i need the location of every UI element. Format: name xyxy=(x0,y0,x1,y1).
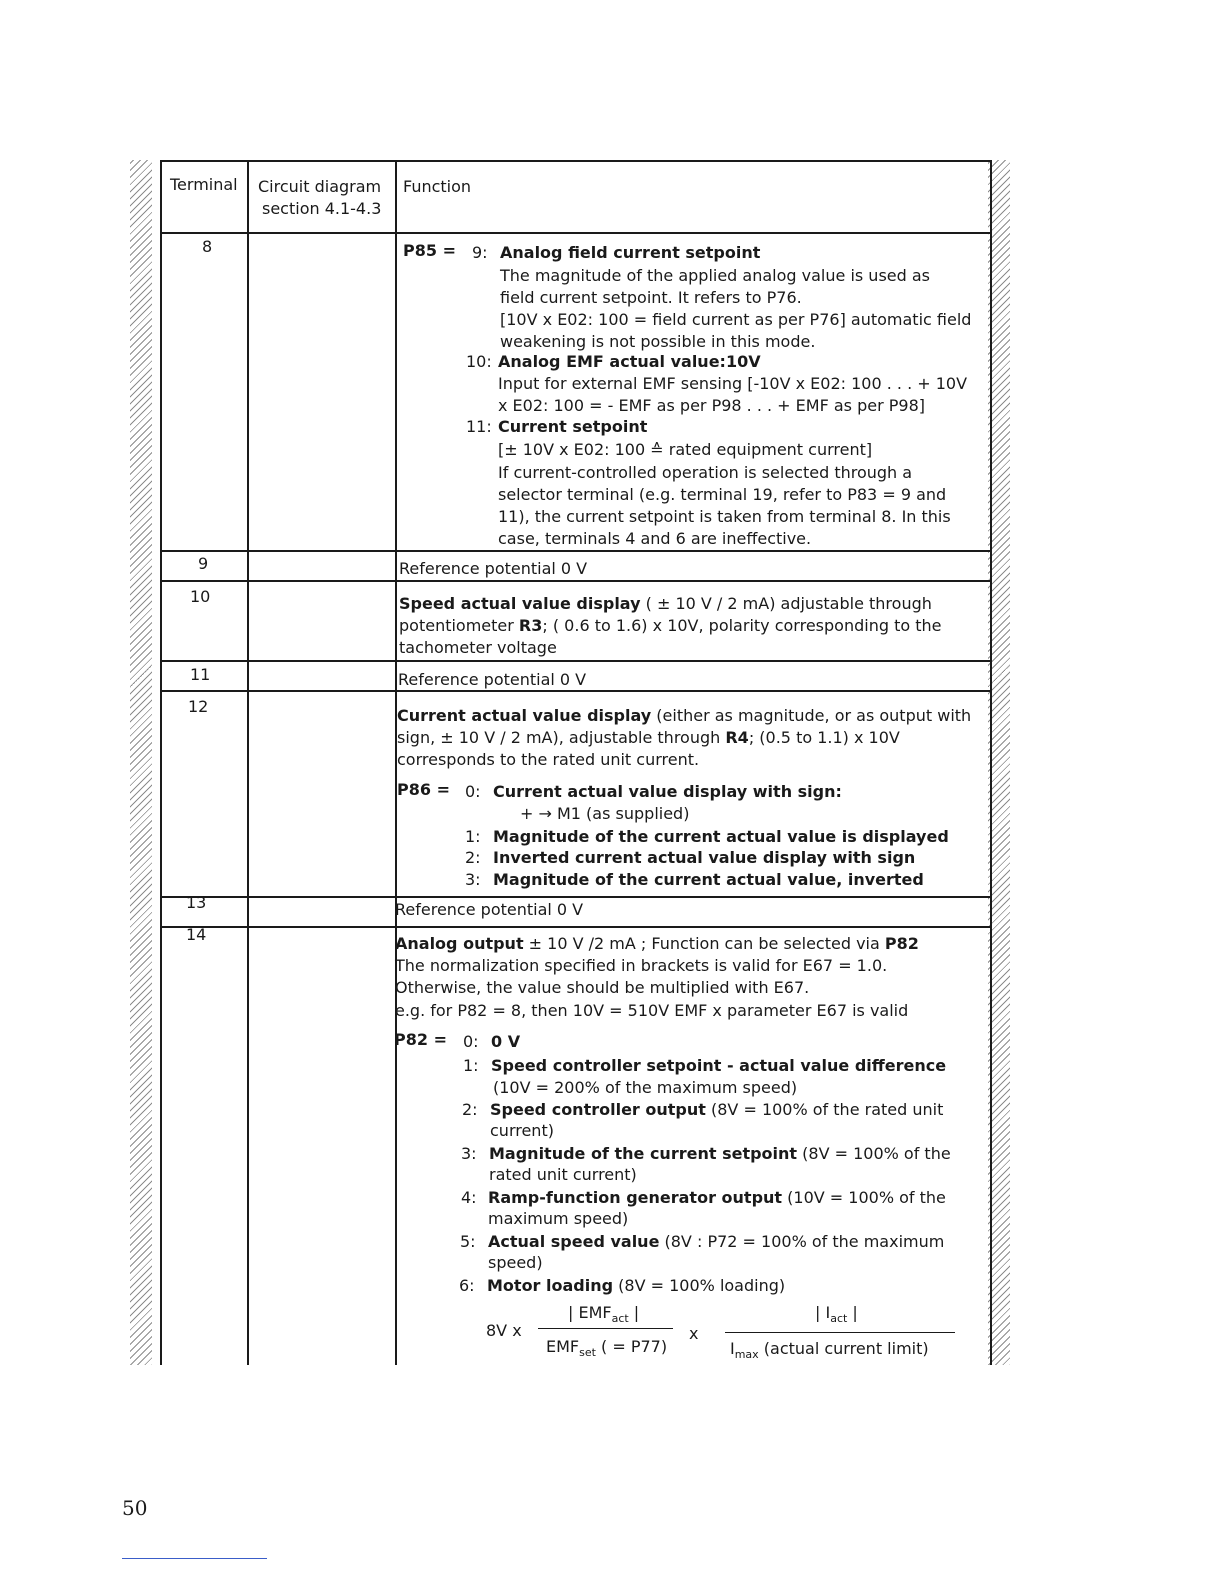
row-separator xyxy=(160,580,992,582)
row-separator xyxy=(160,232,992,234)
formula-text: I xyxy=(730,1339,735,1358)
p82-option-4-num: 4: xyxy=(461,1188,477,1207)
current-display-line2 xyxy=(397,727,900,749)
p82-option-6-text xyxy=(487,1275,785,1297)
left-hatch-border xyxy=(130,160,152,1365)
current-display-text: ; (0.5 to 1.1) x 10V xyxy=(748,728,900,747)
header-circuit-line1: Circuit diagram xyxy=(258,177,382,196)
row-separator xyxy=(160,896,992,898)
p82-option-4-rest: (10V = 100% of the xyxy=(782,1188,946,1207)
p86-option-0-text: Current actual value display with sign: xyxy=(493,782,842,801)
p85-option-9-line: The magnitude of the applied analog value is used as xyxy=(500,266,931,285)
formula-subscript: max xyxy=(734,1348,759,1362)
table-right-border xyxy=(990,160,992,1365)
formula-text: | I xyxy=(815,1303,831,1322)
formula-text: EMF xyxy=(546,1337,580,1356)
formula-denominator-2 xyxy=(730,1338,929,1366)
p82-param: P82 = xyxy=(394,1030,447,1049)
p82-option-1-num: 1: xyxy=(463,1056,479,1075)
row-separator xyxy=(160,660,992,662)
p86-option-1-num: 1: xyxy=(465,827,481,846)
p85-option-10-line: Input for external EMF sensing [-10V x E02: 100 . . . + 10V xyxy=(498,374,968,393)
table-left-border xyxy=(160,160,162,1365)
header-terminal: Terminal xyxy=(170,175,238,194)
analog-output-line1 xyxy=(395,933,919,955)
p85-option-11-line: case, terminals 4 and 6 are ineffective. xyxy=(498,529,812,548)
p85-option-11-line: 11), the current setpoint is taken from terminal 8. In this xyxy=(498,507,951,526)
p82-option-2-title: Speed controller output xyxy=(490,1100,706,1119)
terminal-13: 13 xyxy=(186,893,207,912)
p82-option-2-num: 2: xyxy=(462,1100,478,1119)
footer-rule xyxy=(122,1558,267,1559)
speed-display-text: potentiometer xyxy=(399,616,519,635)
fraction-bar-1 xyxy=(538,1328,673,1329)
analog-output-text: ± 10 V /2 mA ; Function can be selected via xyxy=(523,934,885,953)
row-separator xyxy=(160,550,992,552)
formula-text: ( = P77) xyxy=(595,1337,668,1356)
p82-option-5-num: 5: xyxy=(460,1232,476,1251)
p86-option-2-text: Inverted current actual value display with sign xyxy=(493,848,916,867)
p82-option-4-text xyxy=(488,1187,946,1209)
p82-option-1-text: Speed controller setpoint - actual value difference xyxy=(491,1056,947,1075)
terminal-8: 8 xyxy=(202,237,213,256)
analog-output-line2: The normalization specified in brackets is valid for E67 = 1.0. xyxy=(395,956,888,975)
terminal-12: 12 xyxy=(188,697,209,716)
reference-potential-11: Reference potential 0 V xyxy=(398,670,587,689)
p85-option-9-line: field current setpoint. It refers to P76. xyxy=(500,288,802,307)
current-display-text: sign, ± 10 V / 2 mA), adjustable through xyxy=(397,728,726,747)
p85-option-9-title: Analog field current setpoint xyxy=(500,243,761,262)
p82-option-3-line2: rated unit current) xyxy=(489,1165,637,1184)
formula-denominator-1 xyxy=(546,1336,667,1364)
current-display-line1 xyxy=(397,705,971,727)
page-number: 50 xyxy=(122,1496,148,1520)
p82-option-0-num: 0: xyxy=(463,1032,479,1051)
p82-option-2-rest: (8V = 100% of the rated unit xyxy=(705,1100,944,1119)
p86-option-3-text: Magnitude of the current actual value, inverted xyxy=(493,870,924,889)
p82-option-3-rest: (8V = 100% of the xyxy=(797,1144,951,1163)
p85-option-11-title: Current setpoint xyxy=(498,417,648,436)
p82-option-3-title: Magnitude of the current setpoint xyxy=(489,1144,798,1163)
p86-option-2-num: 2: xyxy=(465,848,481,867)
p82-option-5-text xyxy=(488,1231,944,1253)
p86-option-0-num: 0: xyxy=(465,782,481,801)
p85-option-9-num: 9: xyxy=(472,243,488,262)
p85-option-9-line: [10V x E02: 100 = field current as per P76] automatic field xyxy=(500,310,972,329)
terminal-10: 10 xyxy=(190,587,211,606)
p86-option-1-text: Magnitude of the current actual value is displayed xyxy=(493,827,949,846)
formula-subscript: act xyxy=(830,1312,848,1326)
p85-option-10-num: 10: xyxy=(466,352,492,371)
p82-option-5-title: Actual speed value xyxy=(488,1232,660,1251)
speed-display-text: ( ± 10 V / 2 mA) adjustable through xyxy=(640,594,932,613)
p85-option-11-num: 11: xyxy=(466,417,492,436)
formula-text: (actual current limit) xyxy=(758,1339,929,1358)
row-separator xyxy=(160,926,992,928)
analog-output-line4: e.g. for P82 = 8, then 10V = 510V EMF x parameter E67 is valid xyxy=(395,1001,909,1020)
terminal-14: 14 xyxy=(186,925,207,944)
analog-output-line3: Otherwise, the value should be multiplied with E67. xyxy=(395,978,810,997)
p82-option-3-num: 3: xyxy=(461,1144,477,1163)
analog-output-title: Analog output xyxy=(395,934,524,953)
p82-option-6-title: Motor loading xyxy=(487,1276,614,1295)
p86-option-3-num: 3: xyxy=(465,870,481,889)
formula-text: | EMF xyxy=(568,1303,612,1322)
reference-potential-13: Reference potential 0 V xyxy=(395,900,584,919)
p82-option-3-text xyxy=(489,1143,951,1165)
p82-option-2-text xyxy=(490,1099,943,1121)
p82-option-1-line2: (10V = 200% of the maximum speed) xyxy=(493,1078,798,1097)
speed-display-text: ; ( 0.6 to 1.6) x 10V, polarity corresponding to the xyxy=(542,616,942,635)
p82-option-0-text: 0 V xyxy=(491,1032,521,1051)
p82-option-6-rest: (8V = 100% loading) xyxy=(613,1276,786,1295)
speed-display-line2 xyxy=(399,615,941,637)
p82-option-5-rest: (8V : P72 = 100% of the maximum xyxy=(659,1232,945,1251)
p85-option-9-line: weakening is not possible in this mode. xyxy=(500,332,816,351)
fraction-bar-2 xyxy=(725,1332,955,1333)
terminal-9: 9 xyxy=(198,554,209,573)
formula-subscript: set xyxy=(579,1346,596,1360)
formula-text: | xyxy=(847,1303,858,1322)
p85-option-10-line: x E02: 100 = - EMF as per P98 . . . + EMF as per P98] xyxy=(498,396,926,415)
p85-option-11-line: If current-controlled operation is selected through a xyxy=(498,463,913,482)
p86-option-0-sub: + → M1 (as supplied) xyxy=(520,804,690,823)
p86-param: P86 = xyxy=(397,780,450,799)
p85-param: P85 = xyxy=(403,241,456,260)
speed-display-line3: tachometer voltage xyxy=(399,638,557,657)
p85-option-11-line: [± 10V x E02: 100 ≙ rated equipment current] xyxy=(498,440,873,459)
potentiometer-r4: R4 xyxy=(725,728,749,747)
analog-output-param: P82 xyxy=(884,934,919,953)
current-display-text: (either as magnitude, or as output with xyxy=(651,706,972,725)
terminal-11: 11 xyxy=(190,665,211,684)
speed-display-line1 xyxy=(399,593,932,615)
p82-option-4-line2: maximum speed) xyxy=(488,1209,629,1228)
column-separator-1 xyxy=(247,160,249,1365)
p85-option-10-title: Analog EMF actual value:10V xyxy=(498,352,761,371)
current-display-title: Current actual value display xyxy=(397,706,652,725)
formula-times: x xyxy=(689,1324,699,1343)
formula-prefix: 8V x xyxy=(486,1321,522,1340)
speed-display-title: Speed actual value display xyxy=(399,594,641,613)
p82-option-5-line2: speed) xyxy=(488,1253,543,1272)
p82-option-6-num: 6: xyxy=(459,1276,475,1295)
potentiometer-r3: R3 xyxy=(518,616,543,635)
formula-numerator-2 xyxy=(815,1302,858,1330)
terminal-function-table xyxy=(160,160,992,1365)
formula-numerator-1 xyxy=(568,1302,639,1330)
formula-subscript: act xyxy=(611,1312,629,1326)
header-circuit-line2: section 4.1-4.3 xyxy=(262,199,382,218)
header-function: Function xyxy=(403,177,472,196)
table-top-border xyxy=(160,160,992,162)
reference-potential-9: Reference potential 0 V xyxy=(399,559,588,578)
formula-text: | xyxy=(628,1303,640,1322)
p82-option-4-title: Ramp-function generator output xyxy=(488,1188,783,1207)
current-display-line3: corresponds to the rated unit current. xyxy=(397,750,700,769)
p82-option-2-line2: current) xyxy=(490,1121,554,1140)
p85-option-11-line: selector terminal (e.g. terminal 19, refer to P83 = 9 and xyxy=(498,485,947,504)
